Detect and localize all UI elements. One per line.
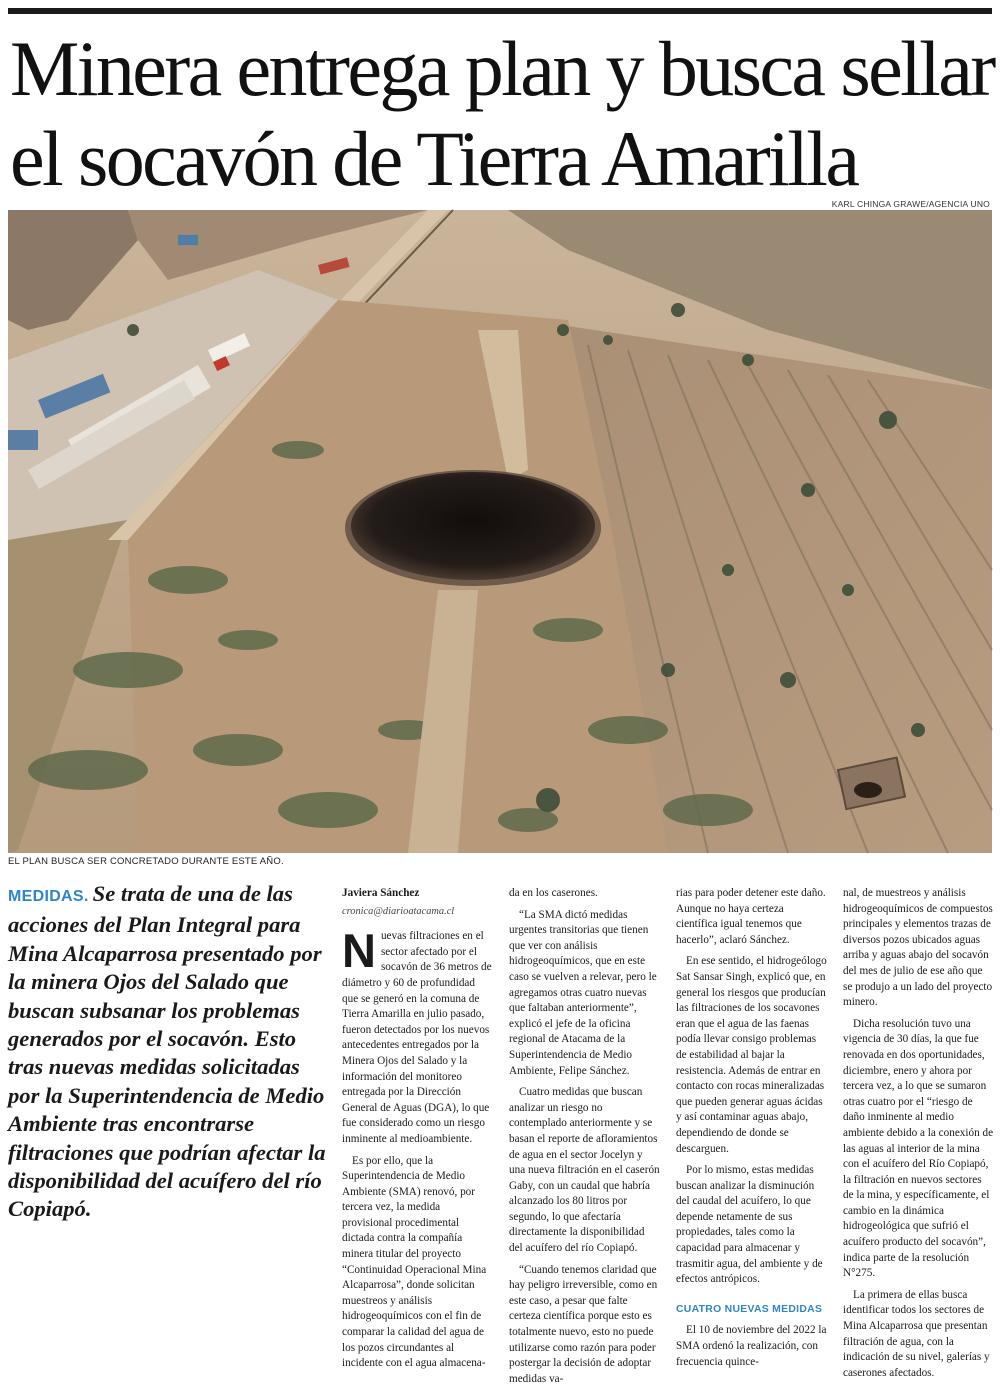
article-column-3: [676, 886, 827, 1370]
article-column-4: [843, 886, 994, 1381]
photo-credit: KARL CHINGA GRAWE/AGENCIA UNO: [831, 199, 990, 209]
top-rule: [8, 8, 992, 14]
body-paragraph: da en los caserones.: [509, 887, 598, 899]
body-text: uevas filtraciones en el sector afectado por el socavón de 36 metros de diámetro y 60 de profundidad que se generó en la comuna de Tierra Amarilla en julio pasado, fueron detectados por los nuevos antecedentes entregados por la Minera Ojos del Salado y la información del monitoreo entregada por la Dirección General de Aguas (DGA), lo que fue considerado como un riesgo inminente al medioambiente.: [342, 930, 492, 1145]
body-paragraph: Dicha resolución tuvo una vigencia de 30 días, la que fue renovada en dos oportunidades, diciembre, enero y ahora por tercera vez, a lo que se sumaron otras cuatro por el “riesgo de daño inminente al medio ambiente debido a la conexión de las aguas al interior de la mina con el acuífero del Río Copiapó, la filtración en nuevos sectores de la mina, y específicamente, el cambio en la dinámica hidrogeológica que sufrió el acuífero producto del socavón”, indica parte de la resolución N°275.: [843, 1017, 994, 1280]
article-column-2: [509, 886, 660, 1387]
body-paragraph: La primera de ellas busca identificar todos los sectores de Mina Alcaparrosa que presentan filtración de agua, con la indicación de su nivel, galerías y caserones afectados.: [843, 1288, 990, 1379]
body-paragraph: “La SMA dictó medidas urgentes transitorias que tienen que ver con análisis hidrogeoquímicos, que en este caso se vuelven a relevar, pero le agregamos otras cuatro nuevas que faltaban anteriormente”, explicó el jefe de la oficina regional de Atacama de la Superintendencia de Medio Ambiente, Felipe Sánchez.: [509, 908, 657, 1077]
dropcap: N: [342, 924, 376, 978]
body-paragraph: [342, 924, 493, 1147]
sinkhole-aerial-photo: [8, 210, 992, 853]
body-paragraph: Es por ello, que la Superintendencia de Medio Ambiente (SMA) renovó, por tercera vez, la medida provisional procedimental dictada contra la compañía minera titular del proyecto “Continuidad Operacional Mina Alcaparrosa”, donde solicitan muestreos y análisis hidrogeoquímicos con el fin de comparar la calidad del agua de los pozos circundantes al incidente con el agua almacena-: [342, 1154, 487, 1370]
body-paragraph: “Cuando tenemos claridad que hay peligro irreversible, como en este caso, a pesar que falte certeza científica porque esto es totalmente nuevo, esto no puede utilizarse como razón para poder postergar la decisión de adoptar medidas va-: [509, 1263, 658, 1385]
sinkhole-photo-illustration: [8, 210, 992, 853]
body-paragraph: Cuatro medidas que buscan analizar un riesgo no contemplado anteriormente y se basan el reporte de afloramientos de agua en el sector Jocelyn y una nueva filtración en el caserón Gaby, con un caudal que habría alcanzado los 80 litros por segundo, lo que afectaría directamente la disponibilidad del acuífero del río Copiapó.: [509, 1086, 660, 1255]
byline-email: cronica@diarioatacama.cl: [342, 905, 455, 917]
article-column-1: [342, 886, 493, 1372]
body-paragraph: En ese sentido, el hidrogeólogo Sat Sansar Singh, explicó que, en general los riesgos que producían las filtraciones de los socavones eran que el agua de las faenas podía llevar consigo problemas de estabilidad al bajar la resistencia. Además de entrar en contacto con rocas mineralizadas que pueden generar aguas ácidas y así contaminar aguas abajo, dependiendo de donde se descarguen.: [676, 955, 827, 1155]
byline-name: Javiera Sánchez: [342, 887, 420, 899]
headline-line-2: el socavón de Tierra Amarilla: [10, 115, 858, 202]
photo-caption: EL PLAN BUSCA SER CONCRETADO DURANTE ESTE AÑO.: [8, 856, 284, 867]
body-paragraph: El 10 de noviembre del 2022 la SMA ordenó la realización, con frecuencia quince-: [676, 1324, 827, 1368]
headline: [10, 24, 995, 204]
lead-paragraph: [8, 880, 330, 1224]
lead-tag: MEDIDAS.: [8, 888, 89, 905]
lead-text: Se trata de una de las acciones del Plan Integral para Mina Alcaparrosa presentado por la minera Ojos del Salado que buscan subsanar los problemas generados por el socavón. Esto tras nuevas medidas solicitadas por la Superintendencia de Medio Ambiente tras encontrarse filtraciones que podrían afectar la disponibilidad del acuífero del río Copiapó.: [8, 881, 326, 1222]
body-paragraph: nal, de muestreos y análisis hidrogeoquímicos de compuestos principales y elementos trazas de diversos pozos ubicados aguas arriba y aguas abajo del socavón del mes de julio de ese año que se produjo a un lado del proyecto minero.: [843, 887, 993, 1009]
body-paragraph: Por lo mismo, estas medidas buscan analizar la disminución del caudal del acuífero, lo que depende netamente de sus propiedades, tales como la capacidad para almacenar y trasmitir agua, del ambiente y de efectos antrópicos.: [676, 1164, 823, 1286]
subhead: CUATRO NUEVAS MEDIDAS: [676, 1303, 823, 1315]
body-paragraph: rias para poder detener este daño. Aunque no haya certeza científica igual tenemos que hacerlo”, aclaró Sánchez.: [676, 887, 826, 946]
headline-line-1: Minera entrega plan y busca sellar: [10, 25, 994, 112]
